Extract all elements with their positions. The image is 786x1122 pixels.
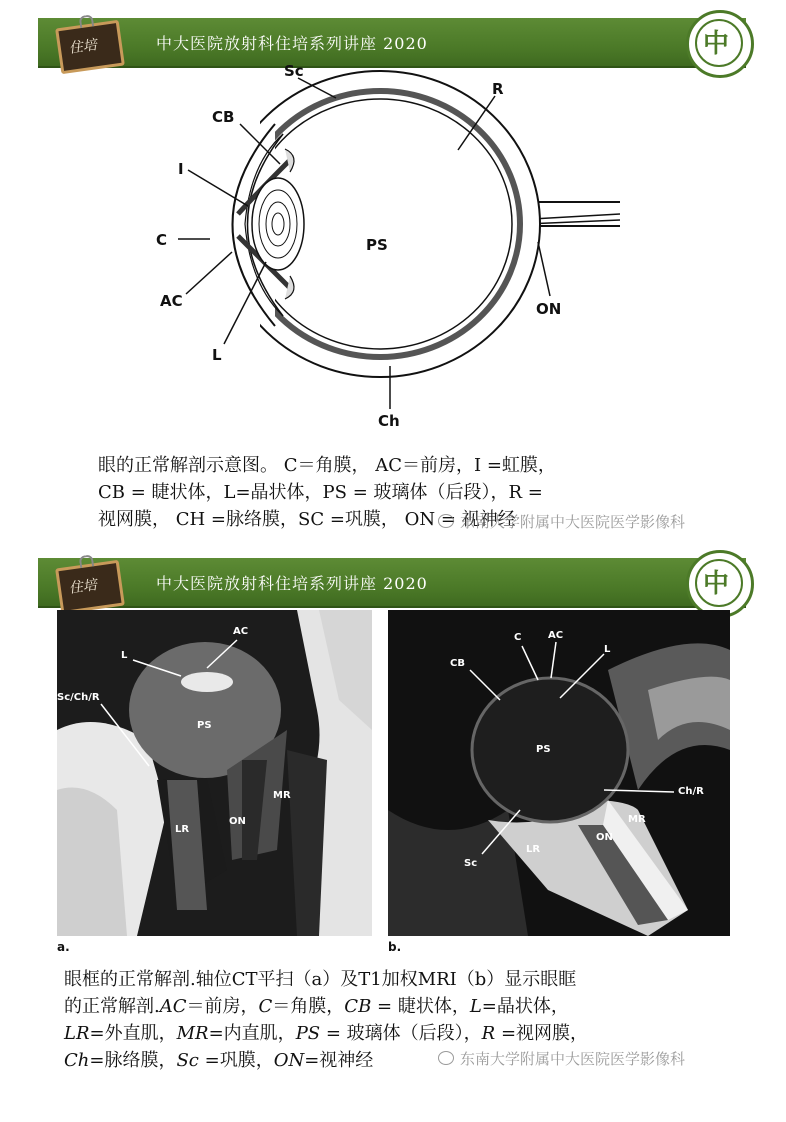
chalkboard-badge-icon: 住培	[55, 20, 125, 74]
scan-a-label-sc-ch-r: Sc/Ch/R	[57, 692, 100, 703]
label-cb: CB	[212, 108, 235, 126]
scan-a-label-l: L	[121, 650, 128, 661]
scan-b-label-ac: AC	[548, 630, 564, 641]
diagram-caption: 眼的正常解剖示意图。 C＝角膜， AC＝前房，I =虹膜， CB = 睫状体，L=晶状体，PS = 玻璃体（后段），R = 视网膜， CH =脉络膜，SC =巩膜， ON = 视神经	[98, 455, 556, 530]
chalkboard-badge-icon: 住培	[55, 560, 125, 614]
scan-b-label-sc: Sc	[464, 858, 478, 869]
scan-b-label-on: ON	[596, 832, 613, 843]
watermark: 东南大学附属中大医院医学影像科	[438, 511, 685, 532]
label-sc: Sc	[284, 64, 304, 80]
label-c: C	[156, 231, 168, 249]
slide1-header	[38, 18, 746, 66]
hospital-logo-icon: 中	[686, 10, 754, 78]
scan-a-label-lr: LR	[175, 824, 190, 835]
scan-b-label-c: C	[514, 632, 522, 643]
label-r: R	[492, 80, 504, 98]
scan-a-label-ac: AC	[233, 626, 249, 637]
scan-a-label-mr: MR	[273, 790, 291, 801]
label-ac: AC	[160, 292, 183, 310]
wechat-icon	[438, 514, 454, 528]
label-l: L	[212, 346, 222, 364]
eye-anatomy-diagram	[140, 64, 620, 434]
scan-a-letter: a.	[57, 940, 70, 954]
slide2-title: 中大医院放射科住培系列讲座 2020	[156, 574, 428, 593]
scan-a-label-ps: PS	[197, 720, 212, 731]
scan-b-label-mr: MR	[628, 814, 646, 825]
wechat-icon	[438, 1051, 454, 1065]
hospital-logo-icon: 中	[686, 550, 754, 618]
scan-b-label-ch-r: Ch/R	[678, 786, 704, 797]
watermark: 东南大学附属中大医院医学影像科	[438, 1048, 685, 1069]
mri-scan-image	[388, 610, 730, 936]
scan-b-letter: b.	[388, 940, 402, 954]
ct-scan-image	[57, 610, 372, 936]
scan-b-label-l: L	[604, 644, 611, 655]
scan-caption: 眼框的正常解剖.轴位CT平扫（a）及T1加权MRI（b）显示眼眶 的正常解剖.AC＝前房，C＝角膜，CB = 睫状体，L=晶状体， LR=外直肌，MR=内直肌，PS = 玻璃体（后段），R =视网膜， Ch=脉络膜，Sc =巩膜，ON=视神经	[64, 969, 589, 1071]
slide1-title: 中大医院放射科住培系列讲座 2020	[156, 34, 428, 53]
scan-b-label-cb: CB	[450, 658, 465, 669]
label-ps: PS	[366, 236, 388, 254]
scan-b-label-ps: PS	[536, 744, 551, 755]
slide2-header	[38, 558, 746, 606]
label-i: I	[178, 160, 184, 178]
label-on: ON	[536, 300, 562, 318]
scan-a-label-on: ON	[229, 816, 246, 827]
label-ch: Ch	[378, 412, 400, 430]
scan-b-label-lr: LR	[526, 844, 541, 855]
